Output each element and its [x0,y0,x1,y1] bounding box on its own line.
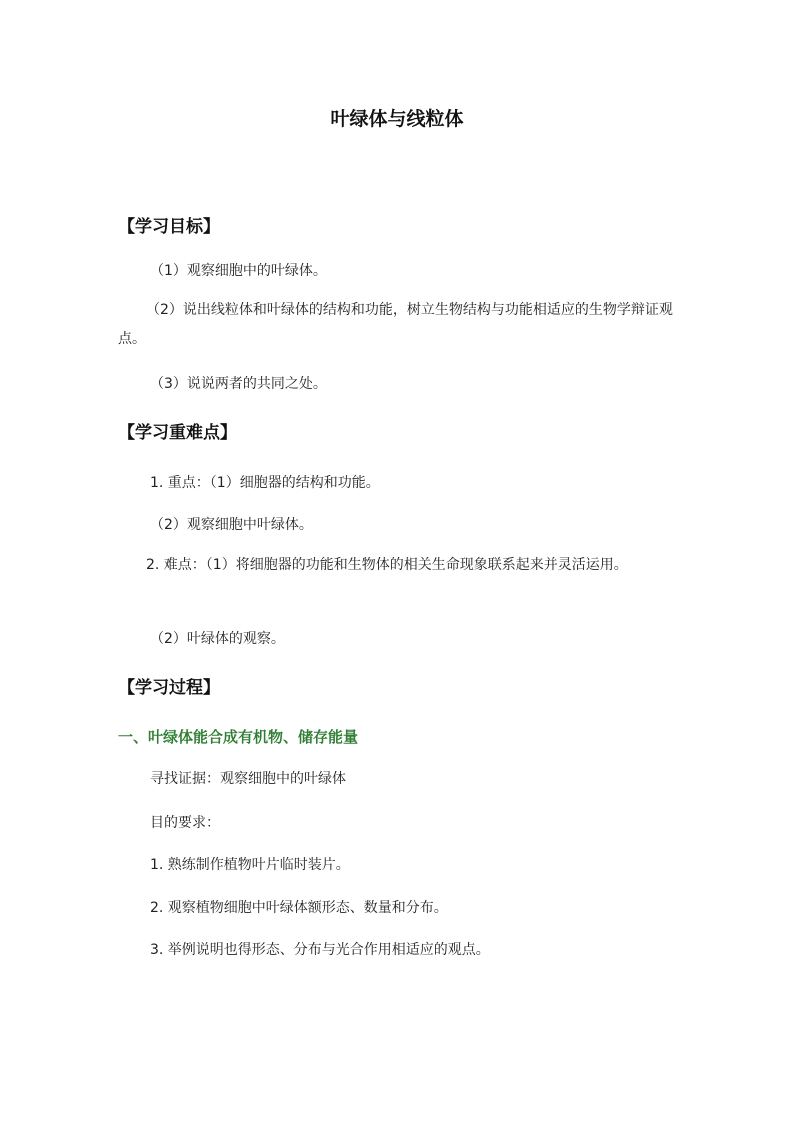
process-subheading: 一、叶绿体能合成有机物、储存能量 [118,728,359,746]
process-item-3: 1. 熟练制作植物叶片临时装片。 [150,857,350,873]
process-item-1: 寻找证据：观察细胞中的叶绿体 [150,771,346,787]
process-item-4: 2. 观察植物细胞中叶绿体额形态、数量和分布。 [150,900,448,916]
process-item-2: 目的要求： [150,815,220,831]
key-point-item-4: （2）叶绿体的观察。 [150,631,285,647]
key-point-item-1: 1. 重点：（1）细胞器的结构和功能。 [150,475,380,491]
objective-item-1: （1）观察细胞中的叶绿体。 [150,263,327,279]
process-item-5: 3. 举例说明也得形态、分布与光合作用相适应的观点。 [150,942,490,958]
key-point-item-3: 2. 难点：（1）将细胞器的功能和生物体的相关生命现象联系起来并灵活运用。 [146,557,628,573]
section-heading-objectives: 【学习目标】 [118,217,220,237]
section-heading-process: 【学习过程】 [118,678,220,698]
key-point-item-2: （2）观察细胞中叶绿体。 [150,517,313,533]
objective-item-2: （2）说出线粒体和叶绿体的结构和功能，树立生物结构与功能相适应的生物学辩证观点。 [118,302,673,347]
objective-item-3: （3）说说两者的共同之处。 [150,376,327,392]
document-title: 叶绿体与线粒体 [330,108,464,130]
section-heading-key-points: 【学习重难点】 [118,423,237,443]
